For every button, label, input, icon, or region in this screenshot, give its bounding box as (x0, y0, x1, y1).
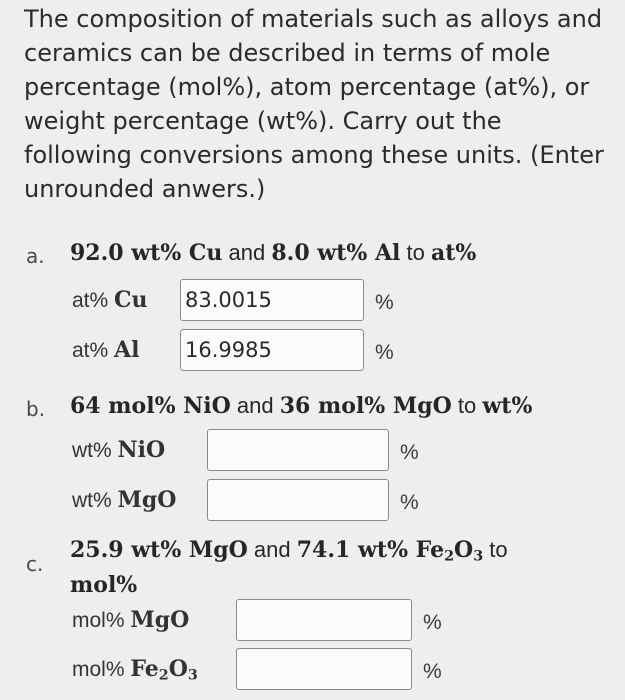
row-label: wt% MgO (72, 487, 177, 513)
percent-unit: % (423, 660, 442, 683)
part-b-row-mgo (0, 479, 625, 525)
wt-percent-mgo-input[interactable] (207, 479, 389, 521)
part-c-row-mgo (0, 599, 625, 645)
percent-unit: % (400, 491, 419, 514)
part-c-row-fe2o3 (0, 648, 625, 694)
row-label: at% Cu (72, 287, 148, 313)
part-a-row-al (0, 329, 625, 375)
part-a-row-cu (0, 279, 625, 325)
percent-unit: % (400, 441, 419, 464)
wt-percent-nio-input[interactable] (207, 429, 389, 471)
at-percent-al-input[interactable] (180, 329, 364, 371)
mol-percent-fe2o3-input[interactable] (236, 648, 412, 690)
part-a-letter: a. (26, 244, 45, 268)
mol-percent-mgo-input[interactable] (236, 599, 412, 641)
part-a-heading: 92.0 wt% Cu and 8.0 wt% Al to at% (70, 240, 477, 266)
row-label: at% Al (72, 337, 140, 363)
percent-unit: % (423, 611, 442, 634)
part-b-letter: b. (26, 397, 46, 421)
part-c-letter: c. (26, 552, 44, 576)
row-label: mol% MgO (72, 607, 190, 633)
part-c-heading: 25.9 wt% MgO and 74.1 wt% $Fe_2O_3$ to mol% (70, 537, 508, 598)
row-label: mol% $Fe_2O_3$ (72, 656, 198, 684)
part-b-row-nio (0, 429, 625, 475)
row-label: wt% NiO (72, 437, 166, 463)
question-intro: The composition of materials such as alloys and ceramics can be described in terms of mole percentage (mol%), atom percentage (at%), or weight percentage (wt%). Carry out the following conversions among these units. (Enter unrounded anwers.) (24, 5, 604, 203)
part-b-heading: 64 mol% NiO and 36 mol% MgO to wt% (70, 393, 533, 419)
percent-unit: % (375, 291, 394, 314)
percent-unit: % (375, 341, 394, 364)
at-percent-cu-input[interactable] (180, 279, 364, 321)
